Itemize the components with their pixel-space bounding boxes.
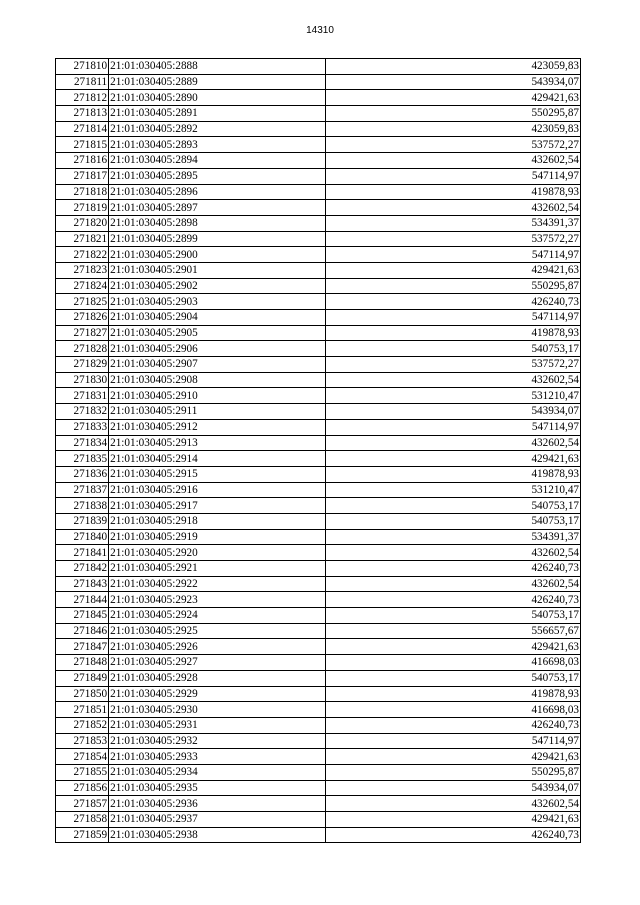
cadastral-number-cell: 21:01:030405:2919 [109, 529, 325, 545]
row-number-cell: 271816 [56, 153, 109, 169]
cadastral-number-cell: 21:01:030405:2905 [109, 325, 325, 341]
value-cell: 534391,37 [325, 215, 581, 231]
value-cell: 429421,63 [325, 639, 581, 655]
table-row [56, 608, 581, 624]
table-row [56, 90, 581, 106]
cadastral-number-cell: 21:01:030405:2914 [109, 451, 325, 467]
table-row [56, 513, 581, 529]
table-row [56, 498, 581, 514]
cadastral-number-cell: 21:01:030405:2931 [109, 717, 325, 733]
cadastral-number-cell: 21:01:030405:2929 [109, 686, 325, 702]
table-row [56, 592, 581, 608]
row-number-cell: 271840 [56, 529, 109, 545]
row-number-cell: 271810 [56, 59, 109, 75]
table-row [56, 153, 581, 169]
table-row [56, 200, 581, 216]
value-cell: 426240,73 [325, 717, 581, 733]
row-number-cell: 271839 [56, 513, 109, 529]
cadastral-number-cell: 21:01:030405:2938 [109, 827, 325, 843]
cadastral-number-cell: 21:01:030405:2895 [109, 168, 325, 184]
row-number-cell: 271848 [56, 655, 109, 671]
table-row [56, 545, 581, 561]
cadastral-number-cell: 21:01:030405:2888 [109, 59, 325, 75]
table-row [56, 466, 581, 482]
row-number-cell: 271841 [56, 545, 109, 561]
row-number-cell: 271844 [56, 592, 109, 608]
value-cell: 537572,27 [325, 137, 581, 153]
value-cell: 550295,87 [325, 106, 581, 122]
row-number-cell: 271857 [56, 796, 109, 812]
value-cell: 423059,83 [325, 121, 581, 137]
cadastral-number-cell: 21:01:030405:2908 [109, 372, 325, 388]
value-cell: 540753,17 [325, 498, 581, 514]
row-number-cell: 271812 [56, 90, 109, 106]
cadastral-number-cell: 21:01:030405:2921 [109, 561, 325, 577]
row-number-cell: 271832 [56, 404, 109, 420]
table-row [56, 404, 581, 420]
value-cell: 547114,97 [325, 733, 581, 749]
value-cell: 426240,73 [325, 827, 581, 843]
row-number-cell: 271829 [56, 357, 109, 373]
table-row [56, 576, 581, 592]
row-number-cell: 271855 [56, 764, 109, 780]
table-row [56, 435, 581, 451]
value-cell: 426240,73 [325, 592, 581, 608]
row-number-cell: 271852 [56, 717, 109, 733]
row-number-cell: 271815 [56, 137, 109, 153]
value-cell: 429421,63 [325, 90, 581, 106]
table-row [56, 357, 581, 373]
table-row [56, 639, 581, 655]
cadastral-number-cell: 21:01:030405:2913 [109, 435, 325, 451]
cadastral-number-cell: 21:01:030405:2899 [109, 231, 325, 247]
cadastral-number-cell: 21:01:030405:2920 [109, 545, 325, 561]
table-row [56, 106, 581, 122]
row-number-cell: 271817 [56, 168, 109, 184]
table-row [56, 325, 581, 341]
value-cell: 419878,93 [325, 184, 581, 200]
table-row [56, 561, 581, 577]
cadastral-number-cell: 21:01:030405:2894 [109, 153, 325, 169]
cadastral-number-cell: 21:01:030405:2934 [109, 764, 325, 780]
cadastral-number-cell: 21:01:030405:2928 [109, 670, 325, 686]
table-row [56, 247, 581, 263]
cadastral-number-cell: 21:01:030405:2902 [109, 278, 325, 294]
value-cell: 540753,17 [325, 341, 581, 357]
table-body [56, 59, 581, 843]
row-number-cell: 271828 [56, 341, 109, 357]
row-number-cell: 271811 [56, 74, 109, 90]
cadastral-number-cell: 21:01:030405:2900 [109, 247, 325, 263]
cadastral-number-cell: 21:01:030405:2926 [109, 639, 325, 655]
row-number-cell: 271837 [56, 482, 109, 498]
value-cell: 419878,93 [325, 686, 581, 702]
cadastral-number-cell: 21:01:030405:2915 [109, 466, 325, 482]
table-row [56, 294, 581, 310]
cadastral-number-cell: 21:01:030405:2922 [109, 576, 325, 592]
table-row [56, 372, 581, 388]
value-cell: 540753,17 [325, 513, 581, 529]
value-cell: 419878,93 [325, 466, 581, 482]
row-number-cell: 271813 [56, 106, 109, 122]
table-row [56, 278, 581, 294]
row-number-cell: 271824 [56, 278, 109, 294]
row-number-cell: 271849 [56, 670, 109, 686]
row-number-cell: 271846 [56, 623, 109, 639]
cadastral-number-cell: 21:01:030405:2898 [109, 215, 325, 231]
cadastral-number-cell: 21:01:030405:2897 [109, 200, 325, 216]
cadastral-number-cell: 21:01:030405:2935 [109, 780, 325, 796]
cadastral-number-cell: 21:01:030405:2904 [109, 310, 325, 326]
cadastral-number-cell: 21:01:030405:2924 [109, 608, 325, 624]
row-number-cell: 271845 [56, 608, 109, 624]
table-row [56, 812, 581, 828]
row-number-cell: 271847 [56, 639, 109, 655]
table-row [56, 655, 581, 671]
row-number-cell: 271814 [56, 121, 109, 137]
value-cell: 423059,83 [325, 59, 581, 75]
cadastral-number-cell: 21:01:030405:2918 [109, 513, 325, 529]
cadastral-number-cell: 21:01:030405:2907 [109, 357, 325, 373]
table-row [56, 702, 581, 718]
table-row [56, 262, 581, 278]
value-cell: 543934,07 [325, 404, 581, 420]
value-cell: 534391,37 [325, 529, 581, 545]
row-number-cell: 271825 [56, 294, 109, 310]
value-cell: 432602,54 [325, 435, 581, 451]
value-cell: 426240,73 [325, 294, 581, 310]
row-number-cell: 271856 [56, 780, 109, 796]
row-number-cell: 271833 [56, 419, 109, 435]
row-number-cell: 271842 [56, 561, 109, 577]
value-cell: 547114,97 [325, 247, 581, 263]
value-cell: 543934,07 [325, 780, 581, 796]
row-number-cell: 271836 [56, 466, 109, 482]
row-number-cell: 271826 [56, 310, 109, 326]
table-row [56, 388, 581, 404]
row-number-cell: 271822 [56, 247, 109, 263]
table-row [56, 419, 581, 435]
page-number: 14310 [306, 25, 334, 36]
row-number-cell: 271838 [56, 498, 109, 514]
table-row [56, 341, 581, 357]
value-cell: 426240,73 [325, 561, 581, 577]
row-number-cell: 271818 [56, 184, 109, 200]
cadastral-number-cell: 21:01:030405:2927 [109, 655, 325, 671]
table-row [56, 184, 581, 200]
row-number-cell: 271850 [56, 686, 109, 702]
row-number-cell: 271820 [56, 215, 109, 231]
row-number-cell: 271851 [56, 702, 109, 718]
table-row [56, 780, 581, 796]
cadastral-number-cell: 21:01:030405:2912 [109, 419, 325, 435]
cadastral-number-cell: 21:01:030405:2925 [109, 623, 325, 639]
cadastral-number-cell: 21:01:030405:2933 [109, 749, 325, 765]
cadastral-number-cell: 21:01:030405:2891 [109, 106, 325, 122]
row-number-cell: 271854 [56, 749, 109, 765]
row-number-cell: 271835 [56, 451, 109, 467]
value-cell: 540753,17 [325, 608, 581, 624]
value-cell: 419878,93 [325, 325, 581, 341]
cadastral-number-cell: 21:01:030405:2892 [109, 121, 325, 137]
table-row [56, 74, 581, 90]
value-cell: 429421,63 [325, 262, 581, 278]
cadastral-number-cell: 21:01:030405:2916 [109, 482, 325, 498]
row-number-cell: 271859 [56, 827, 109, 843]
value-cell: 429421,63 [325, 812, 581, 828]
table-row [56, 670, 581, 686]
cadastral-number-cell: 21:01:030405:2890 [109, 90, 325, 106]
value-cell: 547114,97 [325, 168, 581, 184]
value-cell: 540753,17 [325, 670, 581, 686]
cadastral-number-cell: 21:01:030405:2911 [109, 404, 325, 420]
value-cell: 432602,54 [325, 200, 581, 216]
table-row [56, 215, 581, 231]
table-row [56, 121, 581, 137]
cadastral-number-cell: 21:01:030405:2923 [109, 592, 325, 608]
row-number-cell: 271819 [56, 200, 109, 216]
value-cell: 531210,47 [325, 482, 581, 498]
table-row [56, 529, 581, 545]
value-cell: 432602,54 [325, 796, 581, 812]
value-cell: 547114,97 [325, 419, 581, 435]
value-cell: 416698,03 [325, 655, 581, 671]
table-row [56, 231, 581, 247]
row-number-cell: 271827 [56, 325, 109, 341]
cadastral-number-cell: 21:01:030405:2893 [109, 137, 325, 153]
cadastral-number-cell: 21:01:030405:2917 [109, 498, 325, 514]
table-row [56, 137, 581, 153]
table-row [56, 827, 581, 843]
table-row [56, 59, 581, 75]
cadastral-number-cell: 21:01:030405:2889 [109, 74, 325, 90]
row-number-cell: 271843 [56, 576, 109, 592]
table-row [56, 686, 581, 702]
value-cell: 432602,54 [325, 576, 581, 592]
row-number-cell: 271853 [56, 733, 109, 749]
cadastral-number-cell: 21:01:030405:2903 [109, 294, 325, 310]
row-number-cell: 271834 [56, 435, 109, 451]
value-cell: 432602,54 [325, 545, 581, 561]
value-cell: 543934,07 [325, 74, 581, 90]
table-row [56, 749, 581, 765]
value-cell: 429421,63 [325, 749, 581, 765]
cadastral-number-cell: 21:01:030405:2896 [109, 184, 325, 200]
table-row [56, 623, 581, 639]
row-number-cell: 271821 [56, 231, 109, 247]
cadastral-number-cell: 21:01:030405:2932 [109, 733, 325, 749]
row-number-cell: 271831 [56, 388, 109, 404]
value-cell: 537572,27 [325, 231, 581, 247]
table-row [56, 451, 581, 467]
table-row [56, 764, 581, 780]
value-cell: 550295,87 [325, 278, 581, 294]
value-cell: 531210,47 [325, 388, 581, 404]
row-number-cell: 271830 [56, 372, 109, 388]
value-cell: 416698,03 [325, 702, 581, 718]
table-row [56, 482, 581, 498]
cadastral-number-cell: 21:01:030405:2937 [109, 812, 325, 828]
table-row [56, 717, 581, 733]
cadastral-number-cell: 21:01:030405:2936 [109, 796, 325, 812]
row-number-cell: 271823 [56, 262, 109, 278]
value-cell: 556657,67 [325, 623, 581, 639]
cadastral-number-cell: 21:01:030405:2930 [109, 702, 325, 718]
table-row [56, 796, 581, 812]
value-cell: 547114,97 [325, 310, 581, 326]
cadastral-number-cell: 21:01:030405:2910 [109, 388, 325, 404]
row-number-cell: 271858 [56, 812, 109, 828]
table-row [56, 310, 581, 326]
value-cell: 550295,87 [325, 764, 581, 780]
table-row [56, 733, 581, 749]
cadastral-number-cell: 21:01:030405:2906 [109, 341, 325, 357]
data-table [55, 58, 581, 843]
table-row [56, 168, 581, 184]
value-cell: 432602,54 [325, 153, 581, 169]
value-cell: 537572,27 [325, 357, 581, 373]
cadastral-number-cell: 21:01:030405:2901 [109, 262, 325, 278]
value-cell: 429421,63 [325, 451, 581, 467]
value-cell: 432602,54 [325, 372, 581, 388]
